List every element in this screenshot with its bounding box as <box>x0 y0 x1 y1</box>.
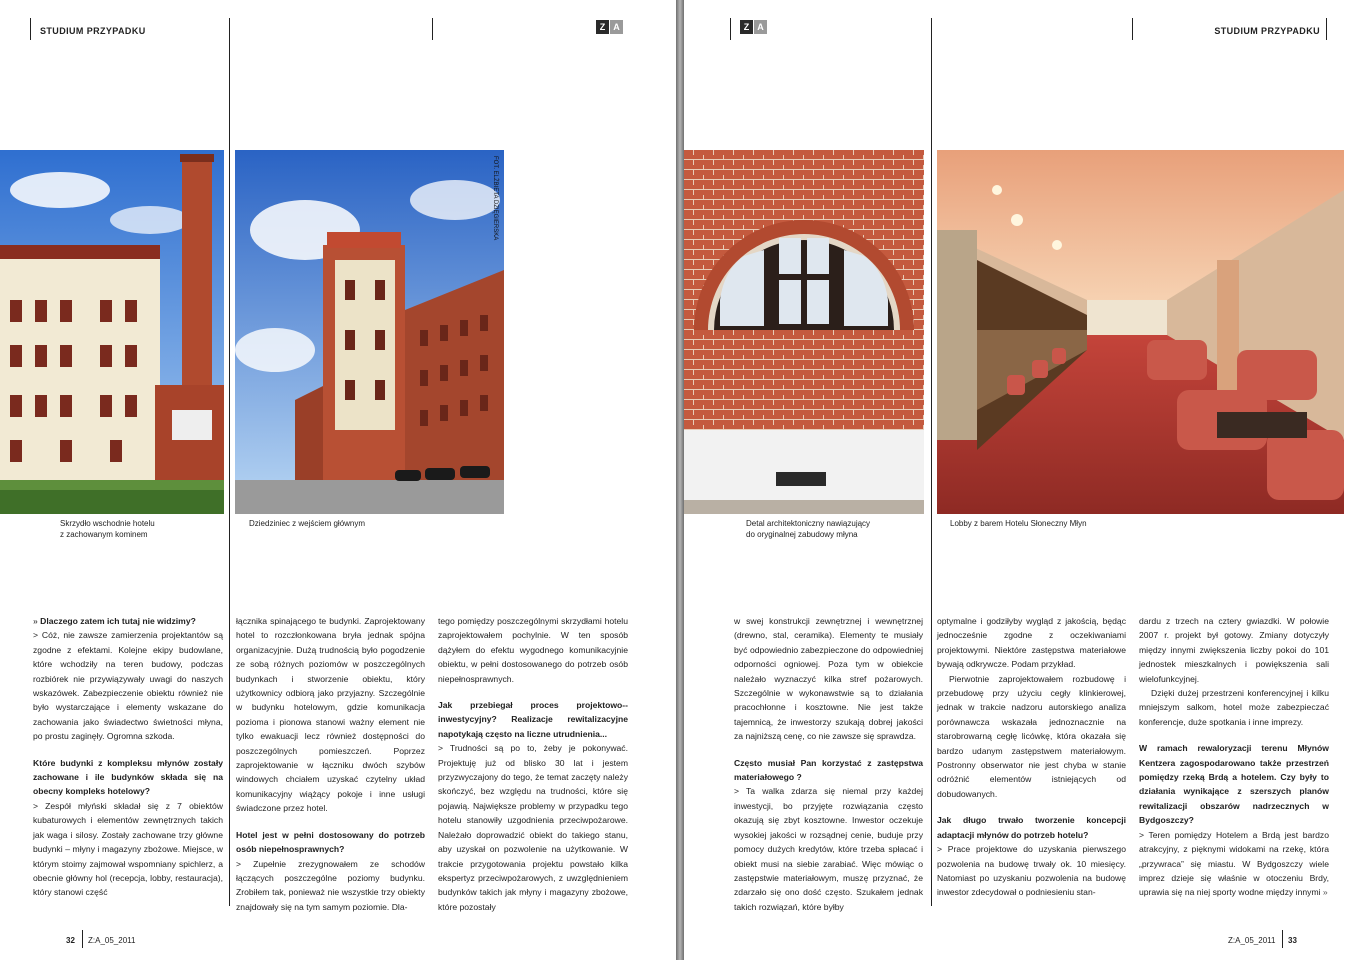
paragraph: tego pomiędzy poszczególnymi skrzydłami hotelu zaprojektowałem pochylnie. W ten sposób dążyłem do efektu wygodnego komunikacyjnie obiektu, w pełni dostosowanego do potrzeb osób niepełnosprawnych. <box>438 616 628 684</box>
page-gutter <box>676 0 684 960</box>
answer: > Zespół młyński składał się z 7 obiektów kubaturowych i elementów zewnętrznych takich jak waga i silosy. Zostały zachowane trzy główne budynki – młyny i magazyny zbożowe. Miejsce, w którym stoimy zajmował wspomniany spichlerz, a obecnie główny hol (recepcja, lobby, restauracja), który stanowi część <box>33 800 223 898</box>
question-text: Dlaczego zatem ich tutaj nie widzimy? <box>40 616 196 626</box>
answer <box>1139 828 1329 900</box>
question: Często musiał Pan korzystać z zastępstwa materiałowego ? <box>734 757 923 783</box>
question <box>33 614 223 628</box>
column-rule <box>229 18 230 906</box>
east-wing-image <box>0 150 224 514</box>
article-column <box>1139 614 1329 900</box>
photo-lobby <box>937 150 1344 514</box>
photo-credit: FOT. ELŻBIETA DZIĘGIERSKA <box>492 156 498 241</box>
article-column <box>236 614 425 914</box>
logo-z: Z <box>596 20 609 34</box>
logo-z: Z <box>740 20 753 34</box>
logo-a: A <box>754 20 767 34</box>
caption-line: Skrzydło wschodnie hotelu <box>60 519 155 528</box>
article-column <box>33 614 223 900</box>
paragraph: Dzięki dużej przestrzeni konferencyjnej i kilku mniejszym salkom, hotel może zabezpieczać konferencje, duże spotkania i inne imprezy. <box>1139 688 1329 727</box>
question: W ramach rewaloryzacji terenu Młynów Kentzera zagospodarowano także przestrzeń pomiędzy rzeką Brdą a hotelem. Czy były to działania wynikające z szerszych planów rewitalizacji obszarów nadrzecznych w Bydgoszczy? <box>1139 743 1329 826</box>
paragraph: dardu z trzech na cztery gwiazdki. W połowie 2007 r. projekt był gotowy. Zmiany dotyczyły między innymi zwiększenia liczby pokoi do 101 jednostek mieszkalnych i powiększenia sali wielofunkcyjnej. <box>1139 616 1329 684</box>
header-rule <box>30 18 31 40</box>
answer: > Zupełnie zrezygnowałem ze schodów łączących poszczególne poziomy budynku. Zrobiłem tak, ponieważ nie wszystkie trzy obiekty znajdowały się na tym samym poziomie. Dla- <box>236 858 425 912</box>
answer: > Cóż, nie zawsze zamierzenia projektantów są zgodne z efektami. Kolejne ekipy budowlane, które wchodziły na teren budowy, podczas rozbiórek nie przywiązywały uwagi do naszych wskazówek. Zabezpieczenie obiektu również nie było wystarczające i elementy wskazane do zachowania jako świadectwo świetności młyna, po prostu zaginęły. Ogromna szkoda. <box>33 630 223 742</box>
column-rule <box>931 18 932 906</box>
page-number: 33 <box>1288 936 1297 945</box>
caption-line: Detal architektoniczny nawiązujący <box>746 519 871 528</box>
issue-label: Z:A_05_2011 <box>1228 936 1276 945</box>
question: Hotel jest w pełni dostosowany do potrzeb osób niepełnosprawnych? <box>236 829 425 855</box>
paragraph: optymalne i godziłyby wygląd z jakością, będąc jednocześnie zgodne z oczekiwaniami projektowymi. Niektóre zastępstwa materiałowe bywają odkrywcze. Podam przykład. <box>937 616 1126 670</box>
caption-detail <box>746 518 870 540</box>
header-rule <box>1132 18 1133 40</box>
answer: > Prace projektowe do uzyskania pierwszego pozwolenia na budowę trwały ok. 10 miesięcy. Natomiast po uzyskaniu pozwolenia na budowę inwestor zdecydował o podniesieniu stan- <box>937 844 1126 898</box>
photo-east-wing <box>0 150 224 514</box>
header-rule <box>1326 18 1327 40</box>
answer: > Ta walka zdarza się niemal przy każdej inwestycji, bo przyjęte rozwiązania często okazują się zbyt kosztowne. Inwestor oczekuje wysokiej jakości w rozsądnej cenie, buduje przy pomocy dużych kredytów, które trzeba spłacać i obiekt musi na siebie zarabiać. Więc mówiąc o zastępstwie materiałowym, muszę przyznać, że zdarzało się ono dość często. Szukałem jednak takich rozwiązań, które byłby <box>734 786 923 912</box>
left-page <box>0 0 676 960</box>
continue-marker: » <box>33 616 38 626</box>
footer-rule <box>1282 930 1283 948</box>
magazine-logo <box>596 20 624 34</box>
magazine-logo <box>740 20 768 34</box>
photo-courtyard <box>235 150 504 514</box>
caption-line: z zachowanym kominem <box>60 530 148 539</box>
courtyard-image <box>235 150 504 514</box>
page-number: 32 <box>66 936 75 945</box>
paragraph: łącznika spinającego te budynki. Zaprojektowany hotel to rozczłonkowana bryła jednak spójna organizacyjnie. Dużą trudnością było pogodzenie ze sobą różnych poziomów w poszczególnych budynkach i stworzenie obiektu, który użytkownicy odbiorą jako przyjazny. Szczególnie w budynku hotelowym, gdzie komunikacja pozioma i pionowa stanowi ważny element nie tylko ewakuacji lecz również dostępności do poszczególnych pomieszczeń. Poprzez zaprojektowanie w łączniku dwóch szybów windowych chciałem uzyskać czytelny układ komunikacyjny wiążący pokoje i inne usługi świadczone przez hotel. <box>236 616 425 814</box>
caption-lobby: Lobby z barem Hotelu Słoneczny Młyn <box>950 519 1087 528</box>
caption-line: do oryginalnej zabudowy młyna <box>746 530 858 539</box>
article-column <box>734 614 923 914</box>
caption-east-wing <box>60 518 155 540</box>
right-page <box>684 0 1360 960</box>
paragraph: Pierwotnie zaprojektowałem rozbudowę i przebudowę przy użyciu cegły klinkierowej, jednak w trakcie nadzoru autorskiego analiza porównawcza wskazała jednoznacznie na starobrowarną cegłę licówkę, która okazała się bardzo udanym zastępstwem materiałowym. Postronny obserwator nie jest chyba w stanie odróżnić elementów istniejących od dobudowanych. <box>937 673 1126 799</box>
logo-a: A <box>610 20 623 34</box>
section-label: STUDIUM PRZYPADKU <box>1214 26 1320 36</box>
answer: > Trudności są po to, żeby je pokonywać. Projektuję już od blisko 30 lat i jestem przyzwyczajony do tego, że temat zaczęty należy skończyć, bez względu na trudności, które się pojawią. Największe problemy w przypadku tego hotelu stanowiły uzgodnienia przeciwpożarowe. Należało doprowadzić obiekt do takiego stanu, aby uzyskał on pozwolenie na użytkowanie. W trakcie przygotowania projektu powstało kilka ekspertyz przeciwpożarowych, z uwzględnieniem budynków takich jak młyny i magazyny zbożowe, które pozostały <box>438 743 628 912</box>
article-column <box>937 614 1126 900</box>
header-rule <box>432 18 433 40</box>
photo-detail <box>684 150 924 514</box>
window-detail-image <box>684 150 924 514</box>
article-column <box>438 614 628 914</box>
footer-rule <box>82 930 83 948</box>
answer-text: > Teren pomiędzy Hotelem a Brdą jest bardzo atrakcyjny, z pięknymi widokami na rzekę, która „przywraca” się miastu. W Bydgoszczy wiele imprez dzieje się właśnie w otoczeniu Brdy, uprawia się na niej sporty wodne między innymi <box>1139 829 1329 898</box>
question: Które budynki z kompleksu młynów zostały zachowane i ile budynków składa się na obecny kompleks hotelowy? <box>33 757 223 797</box>
caption-courtyard: Dziedziniec z wejściem głównym <box>249 519 366 528</box>
issue-label: Z:A_05_2011 <box>88 936 136 945</box>
question: Jak przebiegał proces projektowo--inwestycyjny? Realizacje rewitalizacyjne napotykają często na liczne utrudnienia... <box>438 700 628 739</box>
header-rule <box>730 18 731 40</box>
continue-marker: » <box>1322 887 1328 898</box>
section-label: STUDIUM PRZYPADKU <box>40 26 146 36</box>
paragraph: w swej konstrukcji zewnętrznej i wewnętrznej (drewno, stal, ceramika). Elementy te musiały być odpowiednio zabezpieczone do odpowiedniej odporności ogniowej. Poza tym w obiekcie należało wyznaczyć kilka stref pożarowych. Szczególnie w wykonawstwie są to działania pracochłonne i kosztowne. Nie jest także tajemnicą, że inwestorzy szukają dobrej jakości za najniższą cenę, co nie zawsze się sprawdza. <box>734 616 923 742</box>
question: Jak długo trwało tworzenie koncepcji adaptacji młynów do potrzeb hotelu? <box>937 815 1126 840</box>
lobby-image <box>937 150 1344 514</box>
